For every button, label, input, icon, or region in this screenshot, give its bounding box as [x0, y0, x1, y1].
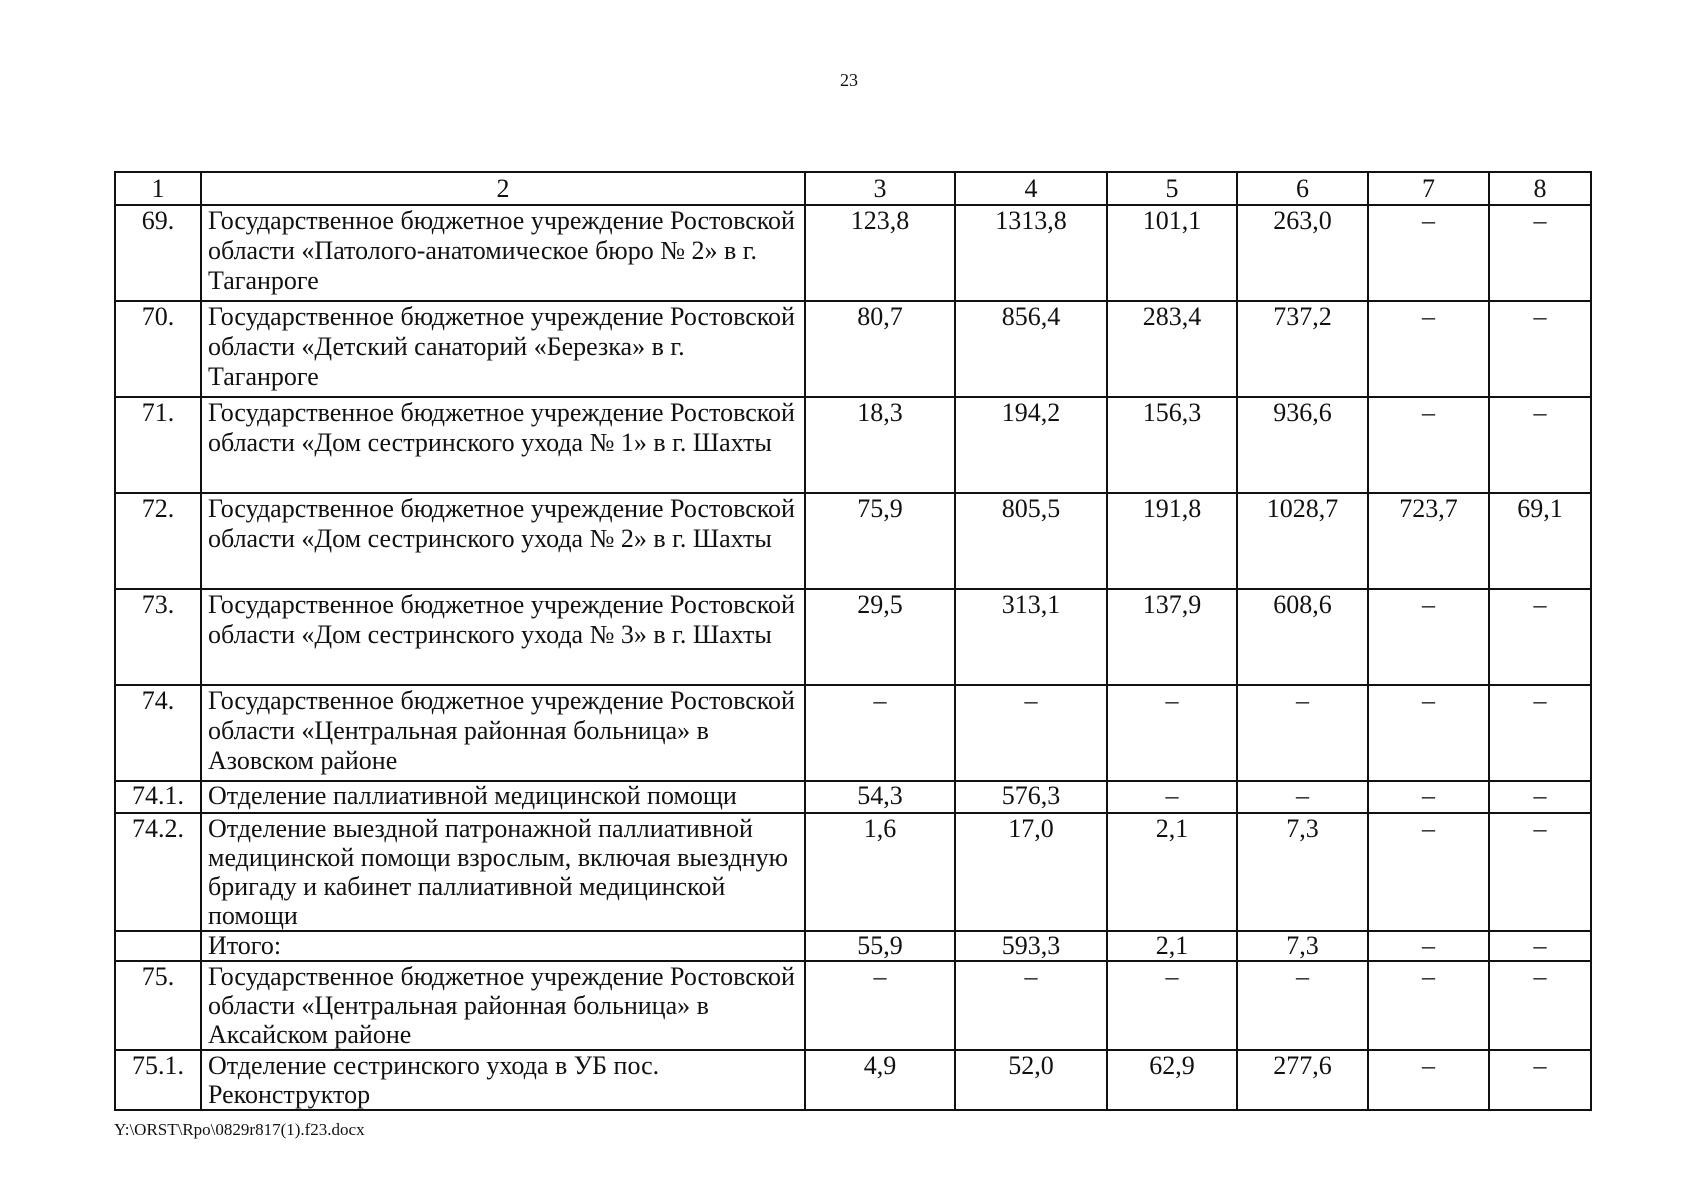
row-name: Государственное бюджетное учреждение Ростовской области «Дом сестринского ухода № 2» в г. Шахты: [201, 493, 805, 589]
cell-col-4: 17,0: [955, 813, 1107, 931]
cell-col-8: –: [1489, 931, 1591, 961]
row-number: 72.: [115, 493, 201, 589]
table-header-row: [115, 172, 1591, 205]
cell-col-3: 4,9: [805, 1050, 955, 1110]
row-number: 74.1.: [115, 781, 201, 813]
cell-col-4: –: [955, 685, 1107, 781]
table-row: [115, 205, 1591, 301]
column-header: 1: [115, 172, 201, 205]
column-header: 3: [805, 172, 955, 205]
cell-col-7: –: [1368, 397, 1489, 493]
row-name: Итого:: [201, 931, 805, 961]
cell-col-4: 576,3: [955, 781, 1107, 813]
row-number: 69.: [115, 205, 201, 301]
cell-col-3: 80,7: [805, 301, 955, 397]
cell-col-5: –: [1107, 961, 1237, 1050]
table-row: [115, 397, 1591, 493]
cell-col-7: –: [1368, 813, 1489, 931]
cell-col-8: 69,1: [1489, 493, 1591, 589]
row-name: Государственное бюджетное учреждение Ростовской области «Центральная районная больница» в Азовском районе: [201, 685, 805, 781]
row-number: 74.2.: [115, 813, 201, 931]
cell-col-6: 263,0: [1237, 205, 1368, 301]
cell-col-5: 2,1: [1107, 931, 1237, 961]
cell-col-3: 29,5: [805, 589, 955, 685]
table-row: [115, 781, 1591, 813]
cell-col-5: 2,1: [1107, 813, 1237, 931]
cell-col-7: –: [1368, 205, 1489, 301]
row-number: 70.: [115, 301, 201, 397]
row-name: Отделение сестринского ухода в УБ пос. Реконструктор: [201, 1050, 805, 1110]
table-row: [115, 685, 1591, 781]
cell-col-8: –: [1489, 205, 1591, 301]
column-header: 4: [955, 172, 1107, 205]
cell-col-4: 194,2: [955, 397, 1107, 493]
cell-col-6: 1028,7: [1237, 493, 1368, 589]
cell-col-3: 1,6: [805, 813, 955, 931]
cell-col-8: –: [1489, 589, 1591, 685]
row-name: Отделение паллиативной медицинской помощи: [201, 781, 805, 813]
cell-col-7: –: [1368, 589, 1489, 685]
file-path-footer: Y:\ORST\Rpo\0829r817(1).f23.docx: [114, 1120, 365, 1139]
cell-col-5: 283,4: [1107, 301, 1237, 397]
total-row: [115, 931, 1591, 961]
cell-col-6: –: [1237, 781, 1368, 813]
row-name: Государственное бюджетное учреждение Ростовской области «Дом сестринского ухода № 1» в г. Шахты: [201, 397, 805, 493]
column-header: 2: [201, 172, 805, 205]
row-number: 75.: [115, 961, 201, 1050]
cell-col-6: 277,6: [1237, 1050, 1368, 1110]
column-header: 5: [1107, 172, 1237, 205]
cell-col-6: –: [1237, 685, 1368, 781]
cell-col-7: –: [1368, 961, 1489, 1050]
cell-col-5: 137,9: [1107, 589, 1237, 685]
table-row: [115, 1050, 1591, 1110]
row-number: 71.: [115, 397, 201, 493]
cell-col-3: –: [805, 685, 955, 781]
cell-col-8: –: [1489, 1050, 1591, 1110]
row-name: Государственное бюджетное учреждение Ростовской области «Патолого-анатомическое бюро № 2» в г. Таганроге: [201, 205, 805, 301]
row-name: Государственное бюджетное учреждение Ростовской области «Центральная районная больница» в Аксайском районе: [201, 961, 805, 1050]
column-header: 8: [1489, 172, 1591, 205]
cell-col-6: 608,6: [1237, 589, 1368, 685]
cell-col-4: –: [955, 961, 1107, 1050]
page-number: 23: [840, 70, 858, 90]
table-row: [115, 813, 1591, 931]
row-number: [115, 931, 201, 961]
cell-col-6: 7,3: [1237, 813, 1368, 931]
row-name: Государственное бюджетное учреждение Ростовской области «Детский санаторий «Березка» в г. Таганроге: [201, 301, 805, 397]
cell-col-4: 1313,8: [955, 205, 1107, 301]
cell-col-7: –: [1368, 781, 1489, 813]
cell-col-4: 313,1: [955, 589, 1107, 685]
cell-col-6: 936,6: [1237, 397, 1368, 493]
cell-col-5: 62,9: [1107, 1050, 1237, 1110]
cell-col-7: –: [1368, 685, 1489, 781]
cell-col-4: 805,5: [955, 493, 1107, 589]
cell-col-7: 723,7: [1368, 493, 1489, 589]
cell-col-5: 191,8: [1107, 493, 1237, 589]
cell-col-3: –: [805, 961, 955, 1050]
table-row: [115, 301, 1591, 397]
cell-col-6: 737,2: [1237, 301, 1368, 397]
row-number: 74.: [115, 685, 201, 781]
cell-col-7: –: [1368, 1050, 1489, 1110]
table-row: [115, 961, 1591, 1050]
cell-col-8: –: [1489, 397, 1591, 493]
cell-col-8: –: [1489, 813, 1591, 931]
cell-col-7: –: [1368, 301, 1489, 397]
cell-col-5: –: [1107, 685, 1237, 781]
cell-col-6: 7,3: [1237, 931, 1368, 961]
cell-col-4: 52,0: [955, 1050, 1107, 1110]
cell-col-3: 55,9: [805, 931, 955, 961]
cell-col-8: –: [1489, 301, 1591, 397]
row-number: 75.1.: [115, 1050, 201, 1110]
cell-col-8: –: [1489, 781, 1591, 813]
column-header: 7: [1368, 172, 1489, 205]
cell-col-5: –: [1107, 781, 1237, 813]
cell-col-6: –: [1237, 961, 1368, 1050]
cell-col-8: –: [1489, 685, 1591, 781]
cell-col-4: 593,3: [955, 931, 1107, 961]
column-header: 6: [1237, 172, 1368, 205]
cell-col-7: –: [1368, 931, 1489, 961]
cell-col-4: 856,4: [955, 301, 1107, 397]
cell-col-3: 123,8: [805, 205, 955, 301]
table-row: [115, 493, 1591, 589]
cell-col-3: 54,3: [805, 781, 955, 813]
table-row: [115, 589, 1591, 685]
cell-col-8: –: [1489, 961, 1591, 1050]
cell-col-3: 75,9: [805, 493, 955, 589]
cell-col-3: 18,3: [805, 397, 955, 493]
row-name: Государственное бюджетное учреждение Ростовской области «Дом сестринского ухода № 3» в г. Шахты: [201, 589, 805, 685]
cell-col-5: 156,3: [1107, 397, 1237, 493]
row-number: 73.: [115, 589, 201, 685]
cell-col-5: 101,1: [1107, 205, 1237, 301]
data-table: [114, 171, 1592, 1111]
row-name: Отделение выездной патронажной паллиативной медицинской помощи взрослым, включая выездную бригаду и кабинет паллиативной медицинской помощи: [201, 813, 805, 931]
